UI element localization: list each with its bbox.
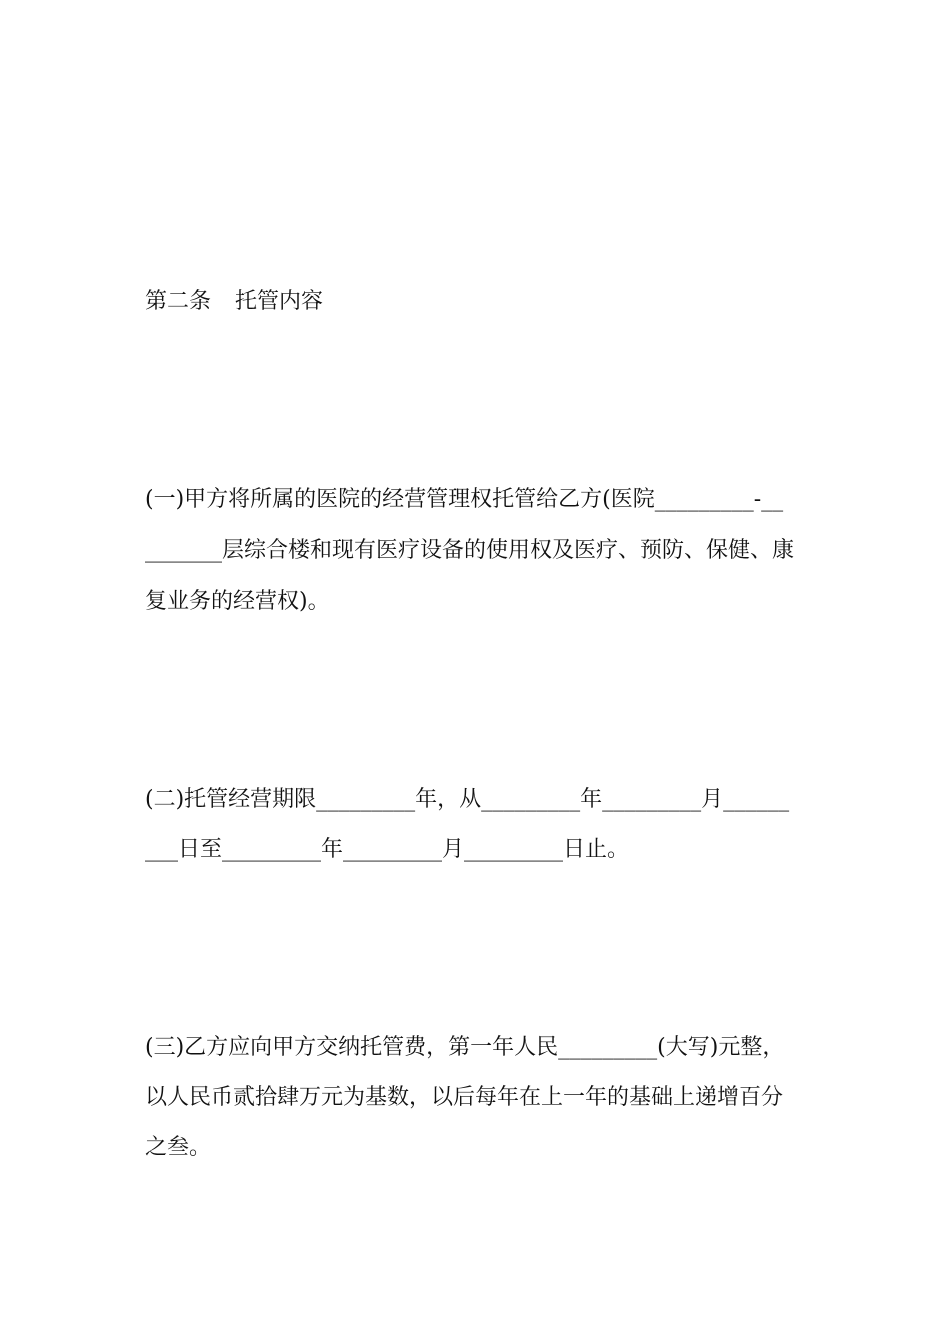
paragraph-3-line-2: 以人民币贰拾肆万元为基数，以后每年在上一年的基础上递增百分 (145, 1085, 784, 1110)
article-title: 托管内容 (235, 289, 324, 314)
paragraph-1-line-3: 复业务的经营权)。 (145, 589, 330, 614)
paragraph-3-line-3: 之叁。 (145, 1135, 212, 1160)
paragraph-1-line-2: _______层综合楼和现有医疗设备的使用权及医疗、预防、保健、康 (145, 538, 795, 563)
paragraph-3-line-1: (三)乙方应向甲方交纳托管费，第一年人民_________(大写)元整， (145, 1035, 785, 1060)
article-number: 第二条 (145, 289, 212, 314)
paragraph-1-line-1: (一)甲方将所属的医院的经营管理权托管给乙方(医院_________-__ (145, 487, 784, 512)
paragraph-2-line-2: ___日至_________年_________月_________日止。 (145, 837, 630, 862)
paragraph-2-line-1: (二)托管经营期限_________年，从_________年_________月______ (145, 787, 790, 812)
article-heading (145, 288, 810, 316)
